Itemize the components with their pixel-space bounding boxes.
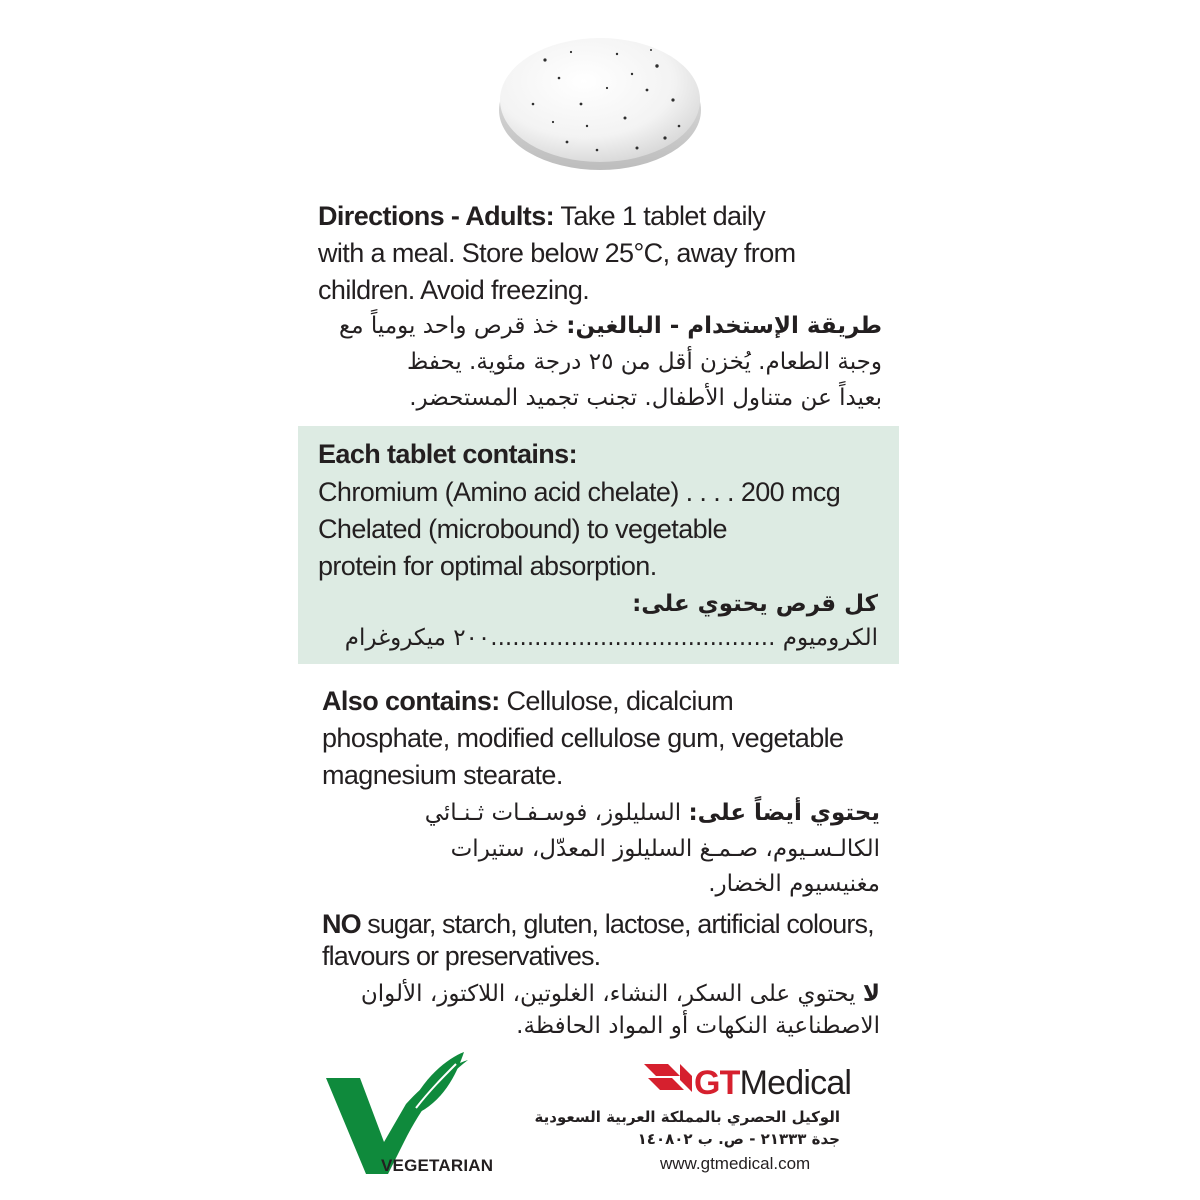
directions-text: Take 1 tablet daily bbox=[554, 201, 766, 231]
brand-gt: GT bbox=[694, 1064, 740, 1102]
distributor-website: www.gtmedical.com bbox=[660, 1154, 811, 1173]
gt-medical-brand bbox=[694, 1064, 851, 1103]
directions-line-2: with a meal. Store below 25°C, away from bbox=[318, 238, 796, 268]
contents-heading: Each tablet contains: bbox=[318, 439, 577, 469]
also-line-2: phosphate, modified cellulose gum, vegetable bbox=[322, 723, 844, 753]
contents-line-3: protein for optimal absorption. bbox=[318, 551, 657, 581]
contents-line-2: Chelated (microbound) to vegetable bbox=[318, 514, 727, 544]
directions-ar-line-3: بعيداً عن متناول الأطفال. تجنب تجميد المستحضر. bbox=[409, 385, 882, 411]
no-contains-ar-heading: لا bbox=[862, 981, 880, 1007]
also-ar-text: السليلوز، فوسـفـات ثـنـائي bbox=[424, 800, 689, 826]
directions-line-3: children. Avoid freezing. bbox=[318, 275, 590, 305]
contents-ar-line: الكروميوم .......................................٢٠٠ ميكروغرام bbox=[344, 625, 878, 651]
also-line-1 bbox=[322, 683, 733, 720]
also-ar-line-2: الكالـسـيوم، صـمـغ السليلوز المعدّل، ستيرات bbox=[450, 836, 880, 862]
no-contains-line-2: flavours or preservatives. bbox=[322, 941, 601, 971]
distributor-ar-line-2: جدة ٢١٣٣٣ - ص. ب ١٤٠٨٠٢ bbox=[637, 1130, 840, 1148]
no-contains-text: sugar, starch, gluten, lactose, artificial colours, bbox=[360, 909, 874, 939]
directions-ar-heading: طريقة الإستخدام - البالغين: bbox=[566, 313, 882, 339]
directions-ar-line-2: وجبة الطعام. يُخزن أقل من ٢٥ درجة مئوية. يحفظ bbox=[407, 349, 882, 375]
brand-medical: Medical bbox=[739, 1064, 852, 1102]
no-contains-ar-line-2: الاصطناعية النكهات أو المواد الحافظة. bbox=[516, 1013, 880, 1039]
also-line-3: magnesium stearate. bbox=[322, 760, 563, 790]
directions-ar-text: خذ قرص واحد يومياً مع bbox=[339, 313, 567, 339]
vegetarian-label: VEGETARIAN bbox=[381, 1156, 494, 1175]
also-ar-line-3: مغنيسيوم الخضار. bbox=[708, 871, 880, 897]
also-ar-line-1 bbox=[425, 797, 880, 829]
gt-medical-logo-icon bbox=[640, 1058, 696, 1102]
also-ar-heading: يحتوي أيضاً على: bbox=[688, 800, 880, 826]
contents-chromium-line: Chromium (Amino acid chelate) . . . . 200 mcg bbox=[318, 477, 841, 507]
directions-ar-line-1 bbox=[339, 310, 882, 342]
distributor-ar-line-1: الوكيل الحصري بالمملكة العربية السعودية bbox=[534, 1108, 840, 1126]
tablet-image bbox=[497, 30, 703, 172]
no-contains-ar-line-1 bbox=[361, 978, 880, 1010]
directions-heading: Directions - Adults: bbox=[318, 201, 555, 231]
contents-ar-heading: كل قرص يحتوي على: bbox=[632, 591, 878, 617]
no-contains-ar-text: يحتوي على السكر، النشاء، الغلوتين، اللاكتوز، الألوان bbox=[360, 981, 863, 1007]
also-heading: Also contains: bbox=[322, 686, 500, 716]
no-contains-heading: NO bbox=[322, 909, 361, 939]
directions-line-1 bbox=[318, 198, 765, 235]
also-text: Cellulose, dicalcium bbox=[499, 686, 734, 716]
